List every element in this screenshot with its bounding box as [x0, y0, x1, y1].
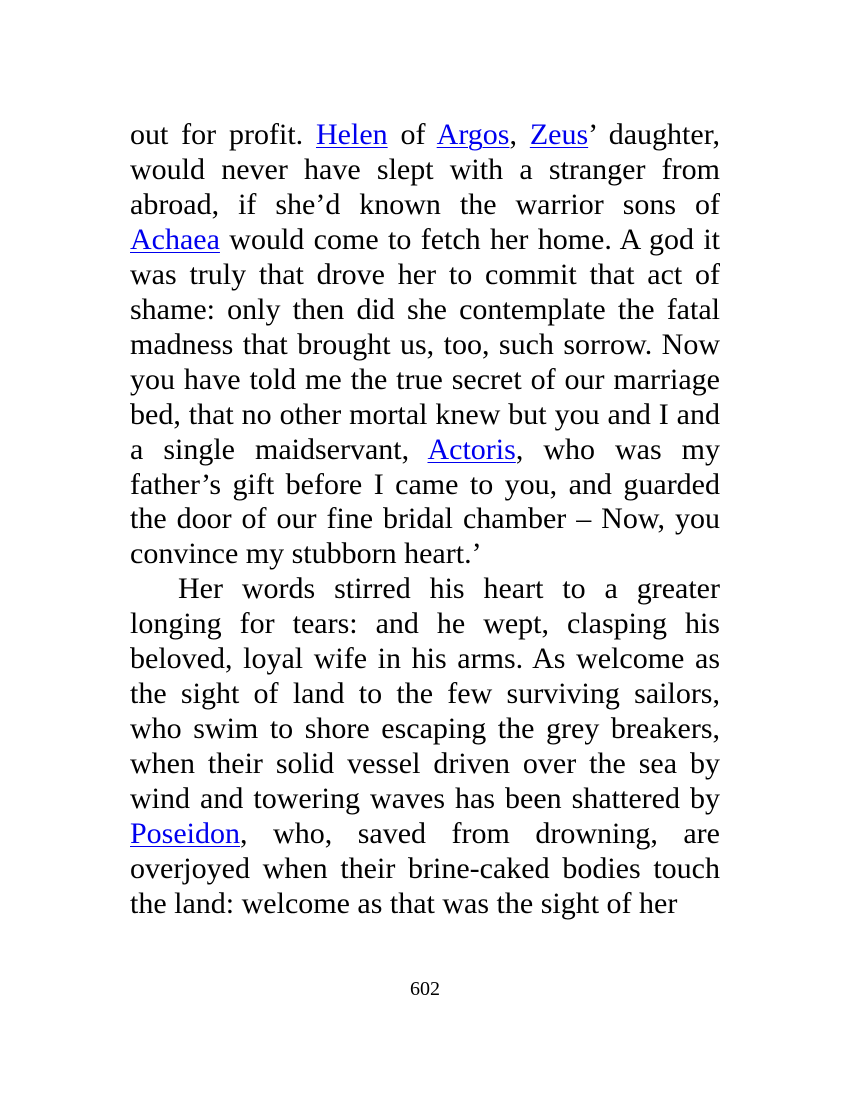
- page-body: [130, 118, 720, 922]
- text-segment: would come to fetch her home. A god it was truly that drove her to commit that act of shame: only then did she contemplate the fatal madness that brought us, too, such sorrow. Now you have told me the true secret of our marriage bed, that no other mortal knew but you and I and a single maidservant,: [130, 222, 720, 466]
- text-segment: Her words stirred his heart to a greater longing for tears: and he wept, clasping his beloved, loyal wife in his arms. As welcome as the sight of land to the few surviving sailors, who swim to shore escaping the grey breakers, when their solid vessel driven over the sea by wind and towering waves has been shattered by: [130, 572, 720, 816]
- link-argos[interactable]: Argos: [436, 118, 510, 151]
- text-segment: of: [387, 118, 437, 151]
- text-segment: ,: [509, 118, 530, 151]
- paragraph-penelope-speech: [130, 118, 720, 572]
- text-segment: , who was my father’s gift before I came to you, and guarded the door of our fine bridal chamber – Now, you convince my stubborn heart.’: [130, 432, 721, 571]
- link-poseidon[interactable]: Poseidon: [130, 817, 241, 851]
- text-segment: ’ daughter, would never have slept with a stranger from abroad, if she’d known the warrior sons of: [130, 118, 721, 221]
- link-zeus[interactable]: Zeus: [529, 118, 589, 151]
- page-number: 602: [410, 978, 440, 1000]
- text-segment: , who, saved from drowning, are overjoyed when their brine-caked bodies touch the land: welcome as that was the sight of her: [130, 817, 720, 920]
- link-actoris[interactable]: Actoris: [427, 432, 516, 466]
- link-achaea[interactable]: Achaea: [130, 222, 220, 256]
- text-segment: out for profit.: [130, 118, 316, 151]
- link-helen[interactable]: Helen: [316, 118, 388, 151]
- paragraph-odysseus-weeps: [130, 572, 720, 922]
